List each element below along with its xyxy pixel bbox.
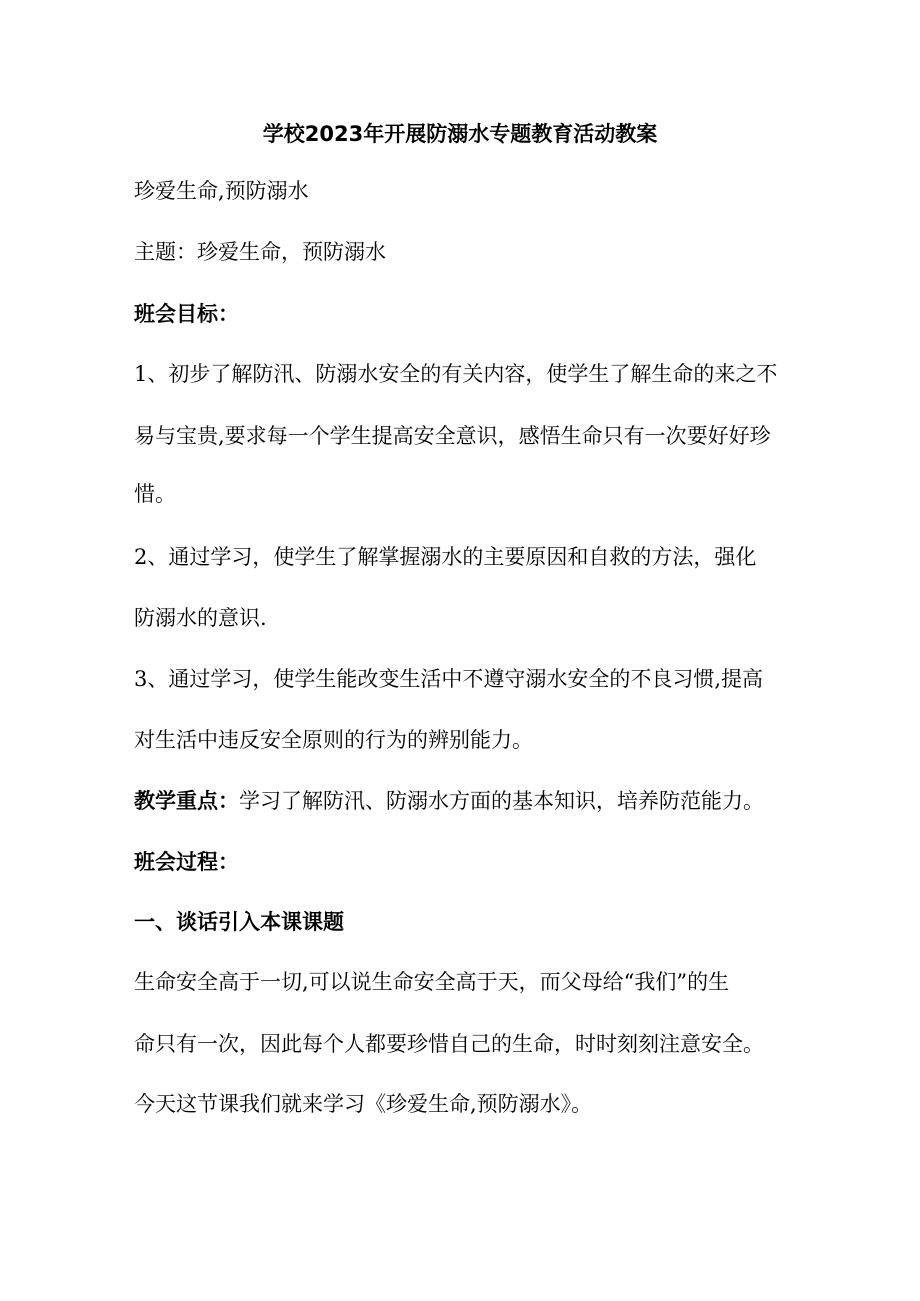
focus-text: 学习了解防汛、防溺水方面的基本知识，培养防范能力。 <box>239 789 764 813</box>
focus-line <box>134 785 794 817</box>
goal1-line1: 1、初步了解防汛、防溺水安全的有关内容，使学生了解生命的来之不 <box>134 362 778 386</box>
document-title: 学校2023年开展防溺水专题教育活动教案 <box>262 122 658 146</box>
goal2-line1: 2、通过学习，使学生了解掌握溺水的主要原因和自救的方法，强化 <box>134 545 757 569</box>
goal3-line2: 对生活中违反安全原则的行为的辨别能力。 <box>134 728 533 752</box>
goal1-line2: 易与宝贵,要求每一个学生提高安全意识，感悟生命只有一次要好好珍 <box>134 424 771 448</box>
section1-line2: 命只有一次，因此每个人都要珍惜自己的生命，时时刻刻注意安全。 <box>134 1032 764 1056</box>
goal2-line2: 防溺水的意识. <box>134 606 267 630</box>
document-subtitle: 珍爱生命,预防溺水 <box>134 179 309 203</box>
focus-label: 教学重点： <box>134 789 239 813</box>
section1-line1: 生命安全高于一切,可以说生命安全高于天，而父母给“我们”的生 <box>134 970 730 994</box>
goal3-line1: 3、通过学习，使学生能改变生活中不遵守溺水安全的不良习惯,提高 <box>134 667 764 691</box>
goal1-line3: 惜。 <box>134 482 176 506</box>
theme-line: 主题：珍爱生命，预防溺水 <box>134 240 386 264</box>
section1-line3: 今天这节课我们就来学习《珍爱生命,预防溺水》。 <box>134 1092 593 1116</box>
goals-heading: 班会目标： <box>134 302 239 326</box>
section1-heading: 一、谈话引入本课课题 <box>134 910 344 934</box>
process-heading: 班会过程： <box>134 850 239 874</box>
